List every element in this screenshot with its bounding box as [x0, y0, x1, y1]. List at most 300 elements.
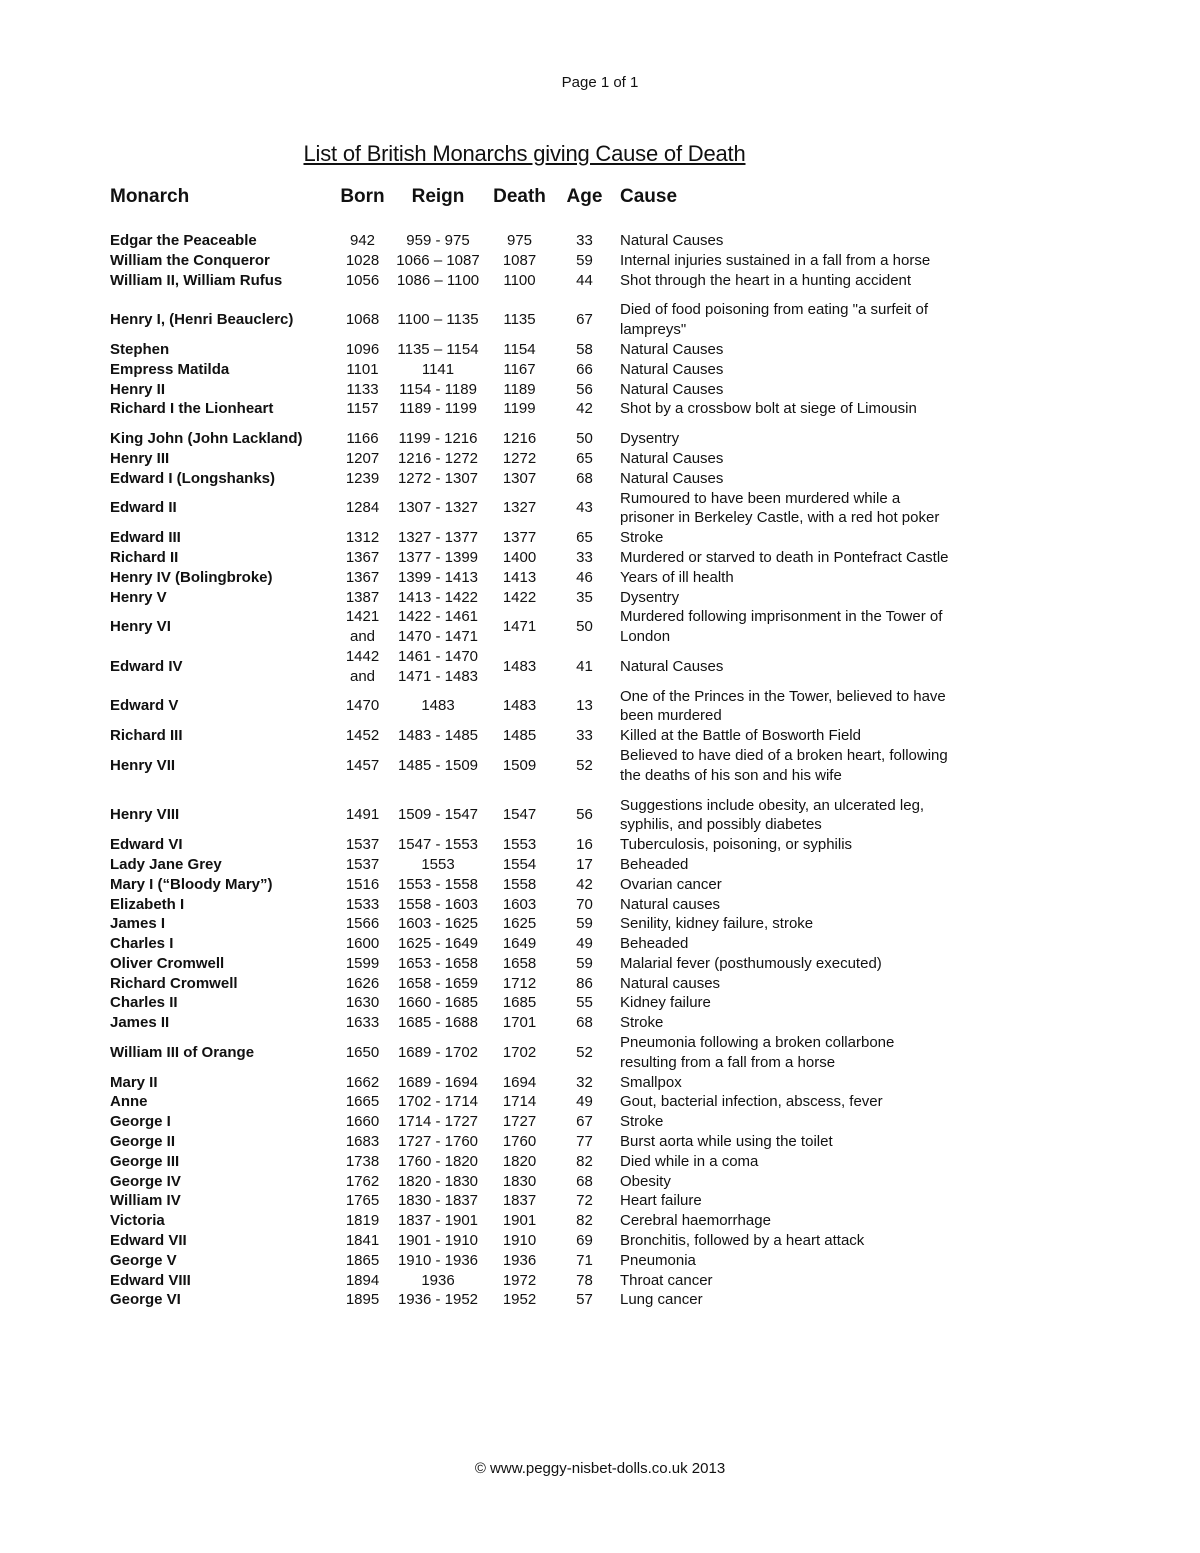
cell-death: 1471	[502, 618, 537, 636]
cell-reign-line: 1702 - 1714	[397, 1093, 479, 1111]
cell-born-line: 1765	[345, 1192, 380, 1210]
cell-reign-line: 1327 - 1377	[397, 529, 479, 547]
table-row	[0, 340, 1200, 360]
table-row	[0, 489, 1200, 529]
table-row	[0, 607, 1200, 647]
table-row	[0, 380, 1200, 400]
cell-born-line: 1068	[345, 311, 380, 329]
table-row	[0, 687, 1200, 727]
cell-born	[340, 588, 385, 608]
cell-born	[340, 1211, 385, 1231]
cell-reign-line: 1086 – 1100	[396, 271, 480, 289]
table-row	[0, 528, 1200, 548]
cell-born	[340, 469, 385, 489]
table-row	[0, 1231, 1200, 1251]
cell-reign-line: 1689 - 1694	[397, 1073, 479, 1091]
cell-cause: Smallpox	[620, 1073, 682, 1091]
cell-death: 1727	[502, 1113, 537, 1131]
table-row	[0, 974, 1200, 994]
cell-reign-line: 1653 - 1658	[397, 954, 479, 972]
cell-age: 56	[576, 806, 593, 824]
table-row	[0, 1092, 1200, 1112]
cell-death: 1307	[502, 469, 537, 487]
cell-cause: Natural Causes	[620, 340, 724, 358]
cell-born	[340, 726, 385, 746]
cell-monarch: George IV	[110, 1172, 181, 1190]
cell-born	[340, 1271, 385, 1291]
table-row	[0, 796, 1200, 836]
cell-reign	[393, 1152, 483, 1172]
cell-cause: Died while in a coma	[620, 1152, 759, 1170]
table-row	[0, 1073, 1200, 1093]
cell-born	[340, 568, 385, 588]
table-row	[0, 746, 1200, 796]
cell-reign-line: 1509 - 1547	[397, 806, 479, 824]
cell-death: 1952	[502, 1291, 537, 1309]
cell-cause: Kidney failure	[620, 994, 711, 1012]
cell-death: 1910	[502, 1232, 537, 1250]
table-row	[0, 1033, 1200, 1073]
cell-born	[340, 993, 385, 1013]
column-headers	[0, 186, 1200, 214]
page-footer: © www.peggy-nisbet-dolls.co.uk 2013	[474, 1460, 726, 1477]
cell-born-line: 1491	[345, 806, 380, 824]
monarch-table	[0, 231, 1200, 1310]
table-row	[0, 231, 1200, 251]
cell-born-line: 1626	[345, 974, 380, 992]
cell-born	[340, 914, 385, 934]
cell-age: 17	[576, 855, 593, 873]
cell-reign	[393, 271, 483, 291]
header-monarch: Monarch	[110, 186, 190, 207]
cell-born-line: 1633	[345, 1014, 380, 1032]
cell-reign	[393, 310, 483, 330]
cell-reign-line: 1553	[421, 855, 455, 873]
cell-born	[340, 1132, 385, 1152]
cell-age: 44	[576, 271, 593, 289]
cell-death: 1422	[502, 588, 537, 606]
cell-monarch: George III	[110, 1152, 180, 1170]
table-row	[0, 1172, 1200, 1192]
cell-born-line: 1442	[345, 647, 380, 665]
cell-cause: Dysentry	[620, 588, 680, 606]
header-age: Age	[566, 186, 603, 207]
cell-age: 68	[576, 469, 593, 487]
cell-monarch: Henry VI	[110, 618, 171, 636]
cell-age: 77	[576, 1133, 593, 1151]
cell-death: 1760	[502, 1133, 537, 1151]
cell-reign	[393, 429, 483, 449]
cell-born-line: 1895	[345, 1291, 380, 1309]
document-title: List of British Monarchs giving Cause of Death	[303, 141, 746, 166]
cell-reign-line: 1483 - 1485	[397, 727, 479, 745]
table-row	[0, 647, 1200, 687]
cell-born-line: 1457	[345, 756, 380, 774]
cell-monarch: George VI	[110, 1291, 181, 1309]
cell-age: 57	[576, 1291, 593, 1309]
cell-cause: Natural causes	[620, 974, 721, 992]
cell-cause: Dysentry	[620, 430, 680, 448]
cell-death: 1603	[502, 895, 537, 913]
cell-cause: Gout, bacterial infection, abscess, fever	[620, 1093, 883, 1111]
cell-cause: Natural Causes	[620, 469, 724, 487]
cell-reign-line: 1189 - 1199	[399, 400, 477, 418]
cell-born-line: 1516	[345, 875, 380, 893]
table-row	[0, 568, 1200, 588]
cell-age: 41	[576, 657, 593, 675]
cell-born	[340, 855, 385, 875]
header-cause: Cause	[620, 186, 678, 207]
cell-age: 69	[576, 1232, 593, 1250]
cell-reign	[393, 1271, 483, 1291]
cell-cause: Pneumonia following a broken collarbone resulting from a fall from a horse	[620, 1034, 895, 1071]
table-row	[0, 1290, 1200, 1310]
cell-reign-line: 1936	[421, 1271, 455, 1289]
cell-reign	[393, 1092, 483, 1112]
cell-monarch: Empress Matilda	[110, 360, 230, 378]
cell-monarch: George II	[110, 1133, 176, 1151]
cell-born	[340, 1043, 385, 1063]
table-row	[0, 449, 1200, 469]
cell-cause: Natural Causes	[620, 360, 724, 378]
cell-monarch: Henry IV (Bolingbroke)	[110, 568, 273, 586]
cell-age: 33	[576, 727, 593, 745]
cell-born-line: 1660	[345, 1113, 380, 1131]
cell-monarch: Stephen	[110, 340, 170, 358]
cell-born	[340, 380, 385, 400]
cell-born-line: 1452	[345, 727, 380, 745]
cell-reign	[393, 914, 483, 934]
cell-born-line: 1056	[345, 271, 380, 289]
table-row	[0, 469, 1200, 489]
cell-cause: Natural Causes	[620, 657, 724, 675]
cell-age: 42	[576, 400, 593, 418]
header-born: Born	[340, 186, 385, 207]
cell-cause: Murdered or starved to death in Pontefract Castle	[620, 548, 949, 566]
cell-age: 52	[576, 756, 593, 774]
cell-cause: Pneumonia	[620, 1251, 696, 1269]
cell-age: 58	[576, 340, 593, 358]
cell-death: 1216	[502, 430, 537, 448]
cell-reign-line: 1471 - 1483	[397, 667, 479, 685]
cell-monarch: William II, William Rufus	[110, 271, 283, 289]
cell-born-line: 1600	[345, 935, 380, 953]
cell-born-line: 1133	[346, 380, 379, 398]
cell-death: 1485	[502, 727, 537, 745]
cell-age: 49	[576, 1093, 593, 1111]
cell-reign	[393, 568, 483, 588]
cell-born-line: 1157	[346, 400, 379, 418]
table-row	[0, 1251, 1200, 1271]
table-row	[0, 1271, 1200, 1291]
cell-cause: Lung cancer	[620, 1291, 703, 1309]
cell-born-line: 1284	[345, 499, 380, 517]
cell-born	[340, 399, 385, 419]
table-row	[0, 1211, 1200, 1231]
cell-reign	[393, 469, 483, 489]
cell-monarch: Richard I the Lionheart	[110, 400, 274, 418]
cell-death: 1972	[502, 1271, 537, 1289]
table-row	[0, 726, 1200, 746]
cell-cause: Natural Causes	[620, 449, 724, 467]
cell-cause: Died of food poisoning from eating "a surfeit of lampreys"	[620, 301, 929, 339]
cell-monarch: George V	[110, 1251, 177, 1269]
cell-monarch: Edward III	[110, 529, 181, 547]
cell-born-line: 1470	[345, 697, 380, 715]
cell-reign	[393, 528, 483, 548]
cell-cause: Ovarian cancer	[620, 875, 722, 893]
cell-reign	[393, 360, 483, 380]
cell-monarch: Oliver Cromwell	[110, 954, 225, 972]
cell-reign-line: 1901 - 1910	[397, 1232, 479, 1250]
cell-monarch: Edward VII	[110, 1232, 187, 1250]
cell-born-line: 1166	[346, 430, 379, 448]
cell-age: 65	[576, 449, 593, 467]
cell-born	[340, 251, 385, 271]
table-row	[0, 1152, 1200, 1172]
cell-reign	[393, 1172, 483, 1192]
cell-monarch: Edward VI	[110, 836, 183, 854]
cell-reign-line: 959 - 975	[406, 232, 470, 249]
cell-death: 1649	[502, 935, 537, 953]
cell-reign	[393, 251, 483, 271]
cell-reign-line: 1307 - 1327	[397, 499, 479, 517]
cell-reign-line: 1685 - 1688	[397, 1014, 479, 1032]
cell-death: 1167	[503, 360, 536, 378]
cell-reign	[393, 855, 483, 875]
cell-born	[340, 548, 385, 568]
cell-cause: Obesity	[620, 1172, 671, 1190]
cell-born-line: 1367	[345, 568, 380, 586]
cell-age: 68	[576, 1014, 593, 1032]
cell-cause: Senility, kidney failure, stroke	[620, 915, 814, 933]
cell-born-line: 1537	[345, 855, 380, 873]
cell-reign	[393, 548, 483, 568]
table-row	[0, 875, 1200, 895]
cell-born-line: 1387	[345, 588, 380, 606]
cell-cause: Stroke	[620, 1014, 664, 1032]
cell-death: 1547	[502, 806, 537, 824]
cell-age: 43	[576, 499, 593, 517]
cell-born-line: 1028	[345, 251, 380, 269]
cell-monarch: Richard III	[110, 727, 183, 745]
cell-reign	[393, 1290, 483, 1310]
page-header: Page 1 of 1	[561, 74, 639, 91]
cell-born-line: 1207	[345, 449, 380, 467]
cell-monarch: Henry II	[110, 380, 166, 398]
cell-born-line: 1662	[345, 1073, 380, 1091]
cell-monarch: Richard Cromwell	[110, 974, 238, 992]
cell-reign-line: 1660 - 1685	[397, 994, 479, 1012]
cell-monarch: Richard II	[110, 548, 179, 566]
table-row	[0, 588, 1200, 608]
cell-born	[340, 696, 385, 716]
cell-reign-line: 1422 - 1461	[397, 608, 479, 626]
cell-reign-line: 1100 – 1135	[397, 311, 479, 329]
cell-cause: One of the Princes in the Tower, believed to have been murdered	[620, 687, 946, 725]
cell-cause: Bronchitis, followed by a heart attack	[620, 1232, 865, 1250]
cell-death: 1483	[502, 657, 537, 675]
cell-reign-line: 1658 - 1659	[397, 974, 479, 992]
cell-death: 1901	[502, 1212, 537, 1230]
cell-born	[340, 429, 385, 449]
cell-reign	[393, 231, 483, 251]
cell-born	[340, 528, 385, 548]
cell-age: 13	[576, 697, 593, 715]
table-row	[0, 934, 1200, 954]
cell-born-line: 1738	[345, 1152, 380, 1170]
cell-death: 1694	[502, 1073, 537, 1091]
header-reign: Reign	[411, 186, 465, 207]
cell-age: 59	[576, 251, 593, 269]
cell-age: 59	[576, 954, 593, 972]
table-row	[0, 251, 1200, 271]
cell-reign-line: 1553 - 1558	[397, 875, 479, 893]
cell-cause: Natural Causes	[620, 380, 724, 398]
cell-born-line: 1239	[345, 469, 380, 487]
cell-born	[340, 310, 385, 330]
cell-born	[340, 607, 385, 647]
cell-age: 42	[576, 875, 593, 893]
cell-reign-line: 1470 - 1471	[397, 628, 479, 646]
cell-age: 16	[576, 836, 593, 854]
cell-monarch: William IV	[110, 1192, 181, 1210]
cell-reign	[393, 895, 483, 915]
cell-born	[340, 895, 385, 915]
cell-monarch: Anne	[110, 1093, 148, 1111]
cell-death: 1714	[502, 1093, 537, 1111]
cell-death: 1377	[502, 529, 537, 547]
cell-born	[340, 360, 385, 380]
cell-born-line: 1367	[345, 548, 380, 566]
cell-cause: Burst aorta while using the toilet	[620, 1133, 833, 1151]
cell-cause: Suggestions include obesity, an ulcerated leg, syphilis, and possibly diabetes	[620, 796, 925, 834]
cell-death: 1830	[502, 1172, 537, 1190]
cell-reign	[393, 1043, 483, 1063]
cell-born	[340, 647, 385, 687]
cell-cause: Stroke	[620, 529, 664, 547]
cell-death: 1087	[502, 251, 537, 269]
cell-cause: Natural causes	[620, 895, 721, 913]
cell-born-line: 1865	[345, 1251, 380, 1269]
cell-reign	[393, 835, 483, 855]
cell-born	[340, 1251, 385, 1271]
cell-reign-line: 1625 - 1649	[397, 935, 479, 953]
cell-monarch: Edward IV	[110, 657, 183, 675]
cell-born	[340, 1013, 385, 1033]
cell-reign-line: 1727 - 1760	[397, 1133, 479, 1151]
cell-born	[340, 340, 385, 360]
cell-cause: Beheaded	[620, 935, 689, 953]
cell-born	[340, 805, 385, 825]
cell-born-line: 1630	[345, 994, 380, 1012]
cell-reign	[393, 399, 483, 419]
cell-death: 1272	[502, 449, 537, 467]
cell-cause: Internal injuries sustained in a fall from a horse	[620, 251, 931, 269]
cell-monarch: Mary II	[110, 1073, 158, 1091]
table-row	[0, 954, 1200, 974]
cell-death: 1702	[502, 1043, 537, 1061]
cell-reign	[393, 726, 483, 746]
cell-born-line: 1537	[345, 836, 380, 854]
cell-reign	[393, 380, 483, 400]
cell-born-line: 1683	[345, 1133, 380, 1151]
cell-reign	[393, 974, 483, 994]
cell-reign	[393, 805, 483, 825]
cell-born	[340, 1112, 385, 1132]
cell-monarch: Edward II	[110, 499, 177, 517]
cell-cause: Throat cancer	[620, 1271, 713, 1289]
cell-cause: Believed to have died of a broken heart, following the deaths of his son and his wife	[620, 746, 948, 784]
cell-death: 1820	[502, 1152, 537, 1170]
cell-reign	[393, 1013, 483, 1033]
cell-born	[340, 498, 385, 518]
cell-born-line: 1819	[345, 1212, 380, 1230]
cell-age: 50	[576, 618, 593, 636]
cell-cause: Years of ill health	[620, 568, 734, 586]
cell-death: 1625	[502, 915, 537, 933]
cell-born	[340, 756, 385, 776]
cell-born	[340, 1231, 385, 1251]
cell-reign-line: 1558 - 1603	[397, 895, 479, 913]
cell-age: 32	[576, 1073, 593, 1091]
cell-death: 1837	[502, 1192, 537, 1210]
cell-born	[340, 1172, 385, 1192]
cell-reign-line: 1547 - 1553	[397, 836, 479, 854]
cell-reign-line: 1413 - 1422	[397, 588, 479, 606]
cell-death: 975	[506, 232, 533, 249]
cell-age: 86	[576, 974, 593, 992]
cell-born-line: 1894	[345, 1271, 380, 1289]
cell-born-line: 1566	[345, 915, 380, 933]
cell-born-line: and	[349, 667, 376, 685]
table-row	[0, 895, 1200, 915]
cell-monarch: Elizabeth I	[110, 895, 185, 913]
cell-monarch: Charles II	[110, 994, 178, 1012]
cell-cause: Shot by a crossbow bolt at siege of Limousin	[620, 400, 917, 418]
cell-age: 55	[576, 994, 593, 1012]
cell-reign	[393, 1231, 483, 1251]
cell-death: 1554	[502, 855, 537, 873]
cell-age: 67	[576, 1113, 593, 1131]
cell-cause: Cerebral haemorrhage	[620, 1212, 771, 1230]
cell-reign-line: 1483	[421, 697, 455, 715]
cell-death: 1483	[502, 697, 537, 715]
cell-reign	[393, 934, 483, 954]
cell-monarch: Victoria	[110, 1212, 165, 1230]
cell-born-line: 1650	[345, 1043, 380, 1061]
cell-death: 1135	[503, 311, 536, 329]
cell-monarch: Henry III	[110, 449, 170, 467]
cell-cause: Beheaded	[620, 855, 689, 873]
cell-cause: Murdered following imprisonment in the Tower of London	[620, 608, 943, 646]
cell-born	[340, 1152, 385, 1172]
cell-reign-line: 1714 - 1727	[397, 1113, 479, 1131]
cell-reign	[393, 993, 483, 1013]
table-row	[0, 360, 1200, 380]
cell-reign	[393, 1211, 483, 1231]
cell-reign	[393, 340, 483, 360]
cell-monarch: Edgar the Peaceable	[110, 232, 257, 249]
cell-reign-line: 1199 - 1216	[398, 430, 478, 448]
cell-monarch: Henry I, (Henri Beauclerc)	[110, 311, 294, 329]
cell-reign-line: 1272 - 1307	[397, 469, 479, 487]
cell-born-line: 1762	[345, 1172, 380, 1190]
cell-age: 68	[576, 1172, 593, 1190]
table-row	[0, 914, 1200, 934]
cell-death: 1701	[502, 1014, 537, 1032]
cell-age: 59	[576, 915, 593, 933]
